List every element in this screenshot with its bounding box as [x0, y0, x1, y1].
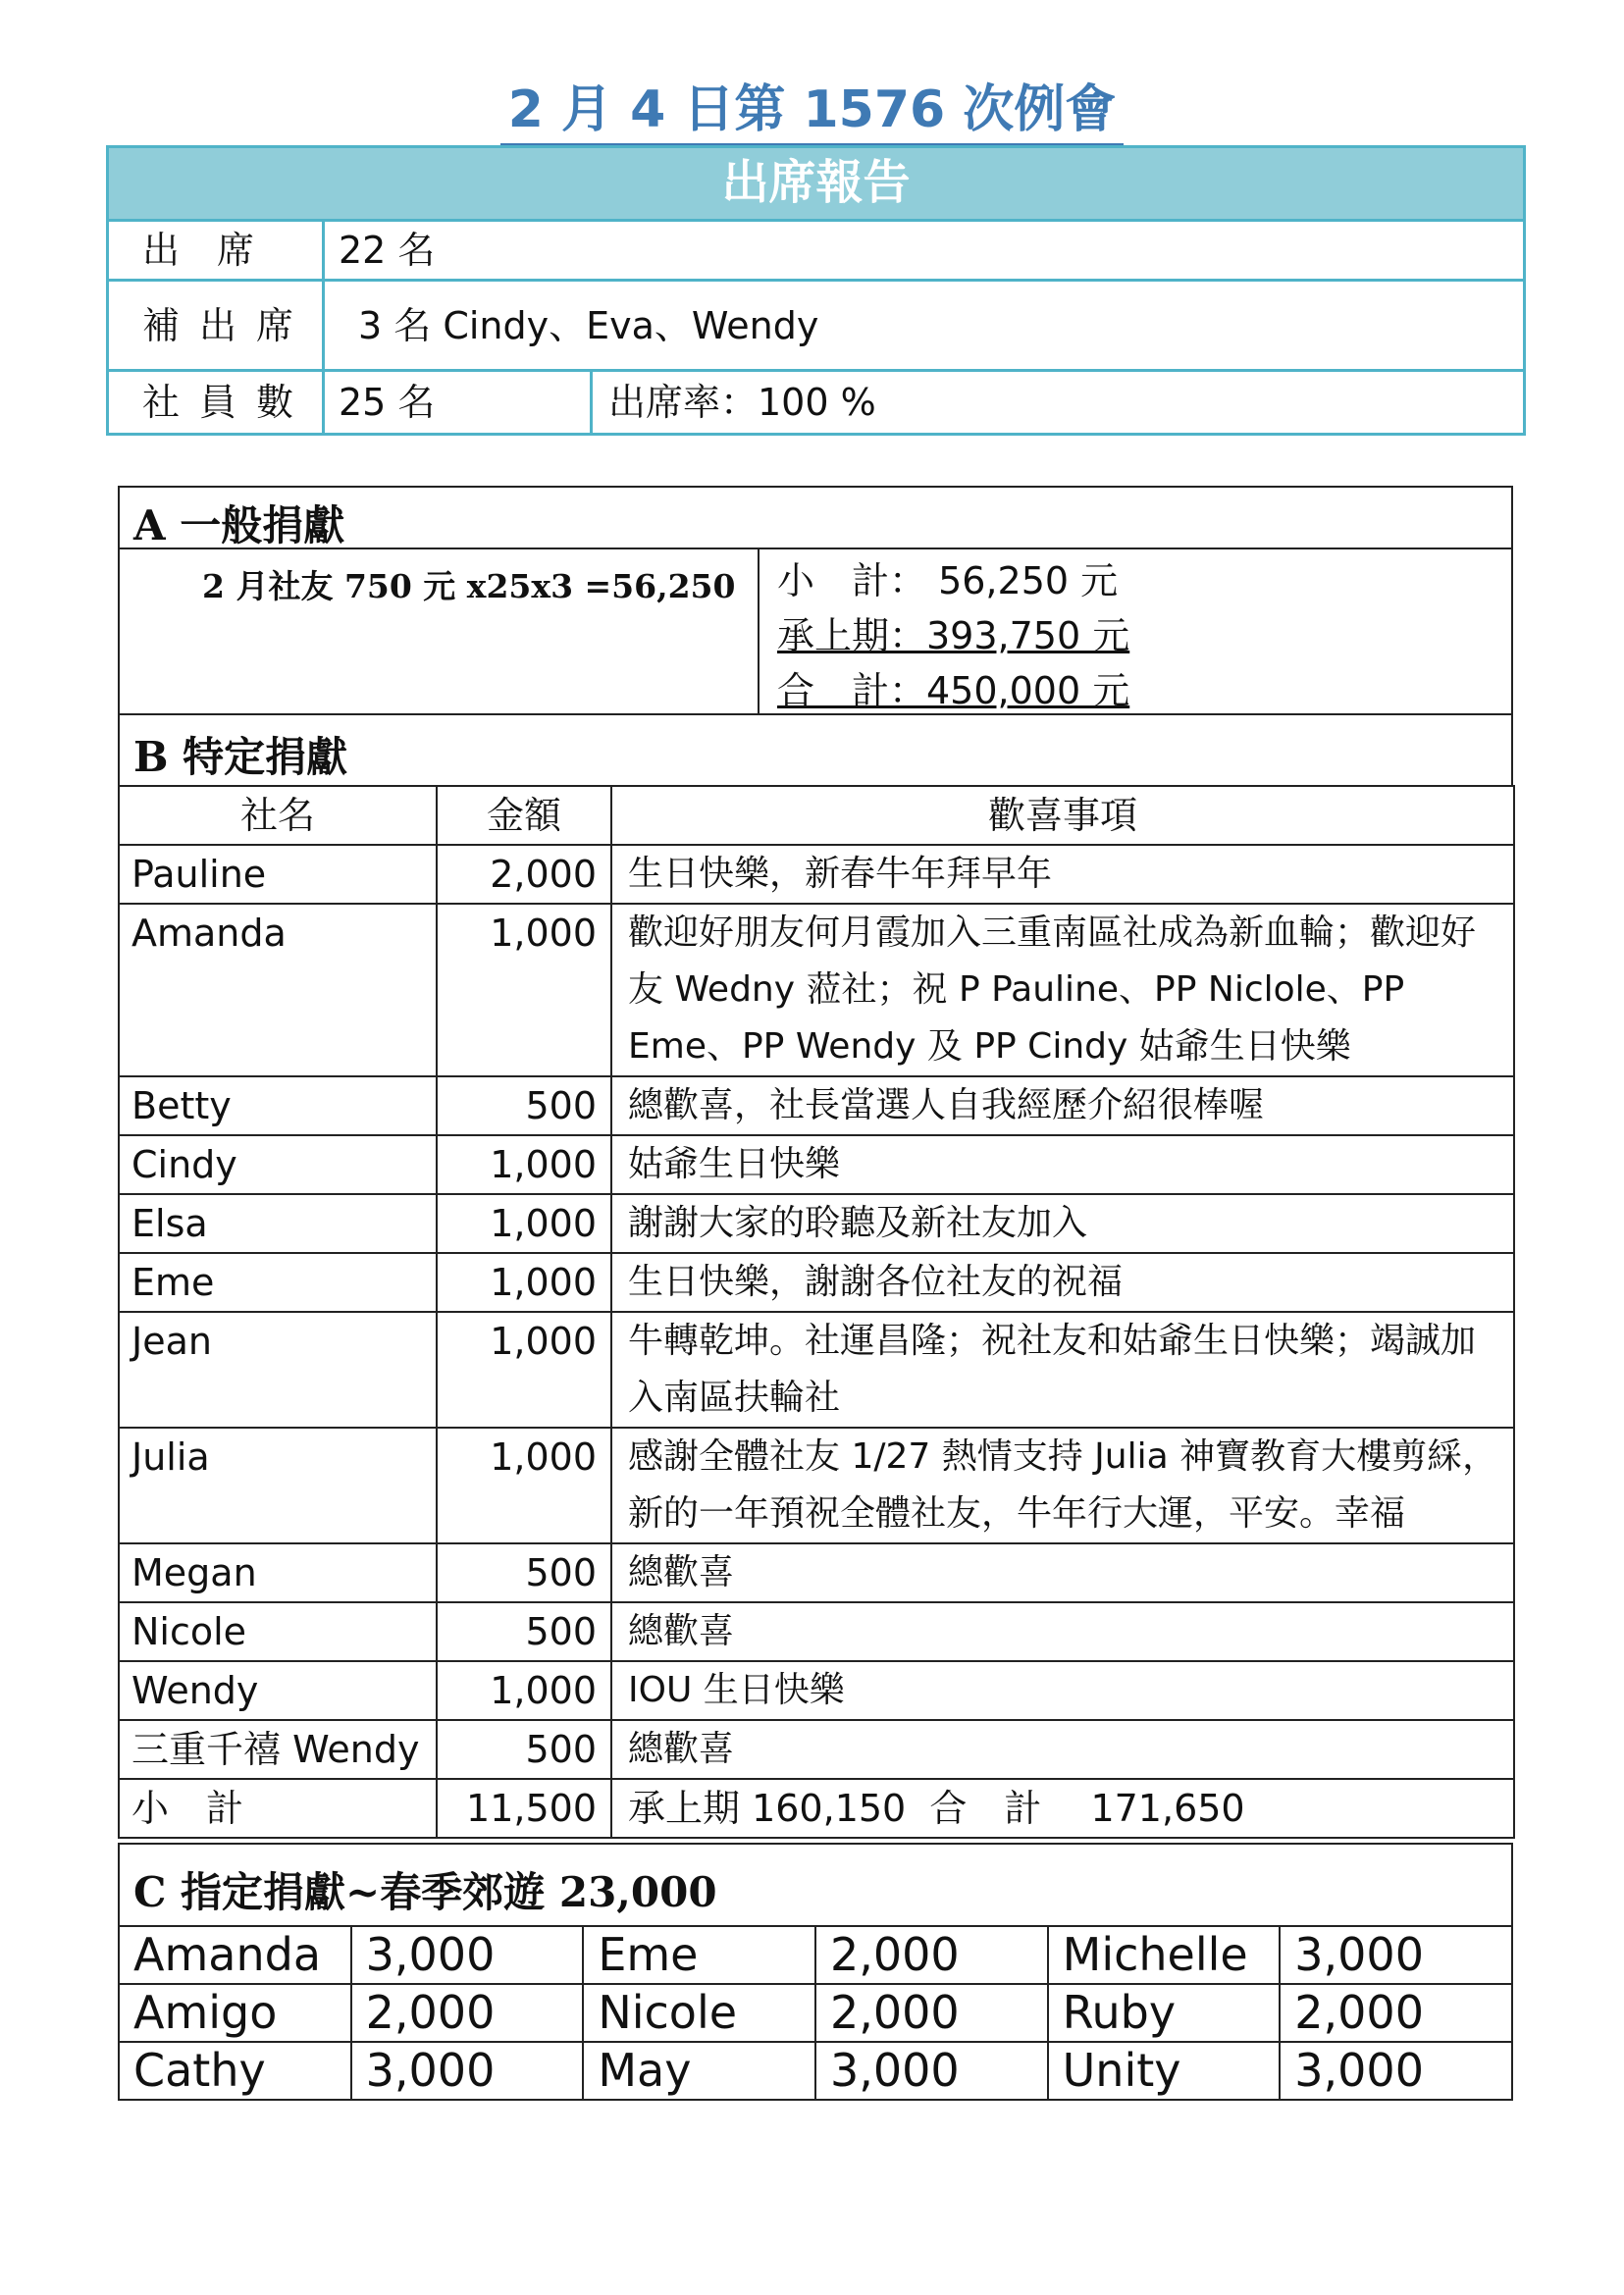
table-row — [119, 845, 1514, 904]
section-a-formula: 2 月社友 750 元 x25x3 =56,250 — [202, 567, 736, 605]
donation-amount: 2,000 — [815, 1926, 1048, 1984]
attendance-report — [106, 145, 1526, 436]
donation-note: 生日快樂，謝謝各位社友的祝福 — [611, 1253, 1514, 1312]
table-row — [119, 904, 1514, 1076]
table-row — [119, 1253, 1514, 1312]
donation-note: 歡迎好朋友何月霞加入三重南區社成為新血輪；歡迎好友 Wedny 蒞社；祝 P Pauline、PP Niclole、PP Eme、PP Wendy 及 PP Cindy 姑爺生日快樂 — [611, 904, 1514, 1076]
donation-amount: 3,000 — [351, 1926, 584, 1984]
page-title-text: 2 月 4 日第 1576 次例會 — [500, 78, 1125, 146]
table-row — [119, 1135, 1514, 1194]
table-row — [119, 2042, 1512, 2100]
attendance-header: 出席報告 — [109, 148, 1523, 222]
donation-amount: 1,000 — [437, 1135, 611, 1194]
makeup-label: 補出席 — [109, 282, 325, 369]
member-name: Amigo — [119, 1984, 351, 2042]
members-label: 社員數 — [109, 372, 325, 433]
donation-amount: 2,000 — [815, 1984, 1048, 2042]
subtotal-label: 小 計 — [119, 1779, 437, 1838]
donation-note: 總歡喜 — [611, 1602, 1514, 1661]
table-row — [119, 1926, 1512, 1984]
donation-amount: 3,000 — [351, 2042, 584, 2100]
attendance-present-row — [109, 222, 1523, 282]
present-label: 出 席 — [109, 222, 325, 279]
donation-amount: 2,000 — [351, 1984, 584, 2042]
donation-amount: 1,000 — [437, 904, 611, 1076]
donation-amount: 2,000 — [1280, 1984, 1512, 2042]
special-donations-table — [118, 785, 1515, 1839]
donation-amount: 500 — [437, 1543, 611, 1602]
donation-amount: 3,000 — [815, 2042, 1048, 2100]
donation-amount: 500 — [437, 1720, 611, 1779]
donation-amount: 500 — [437, 1076, 611, 1135]
section-a-title-box — [118, 486, 1513, 549]
member-name: Ruby — [1048, 1984, 1281, 2042]
donation-note: 姑爺生日快樂 — [611, 1135, 1514, 1194]
donation-amount: 3,000 — [1280, 1926, 1512, 1984]
member-name: Betty — [119, 1076, 437, 1135]
table-row — [119, 1661, 1514, 1720]
section-a-subtotal: 小 計： 56,250 元 — [777, 559, 1119, 602]
attendance-rate: 出席率：100 % — [590, 372, 876, 433]
section-b-title-box — [118, 713, 1513, 787]
donation-note: 生日快樂，新春牛年拜早年 — [611, 845, 1514, 904]
section-a-totals — [777, 553, 1129, 718]
donation-amount: 1,000 — [437, 1194, 611, 1253]
donation-note: 牛轉乾坤。社運昌隆；祝社友和姑爺生日快樂；竭誠加入南區扶輪社 — [611, 1312, 1514, 1428]
member-name: Megan — [119, 1543, 437, 1602]
donation-note: IOU 生日快樂 — [611, 1661, 1514, 1720]
member-name: Amanda — [119, 904, 437, 1076]
table-row — [119, 1428, 1514, 1543]
donation-amount: 2,000 — [437, 845, 611, 904]
member-name: Unity — [1048, 2042, 1281, 2100]
page-title — [0, 78, 1624, 146]
makeup-value: 3 名 Cindy、Eva、Wendy — [358, 304, 819, 347]
member-name: Jean — [119, 1312, 437, 1428]
section-a-title: A 一般捐獻 — [133, 501, 345, 549]
column-header-name: 社名 — [119, 786, 437, 845]
column-header-note: 歡喜事項 — [611, 786, 1514, 845]
members-value: 25 名 — [339, 381, 436, 424]
donation-amount: 1,000 — [437, 1661, 611, 1720]
donation-amount: 1,000 — [437, 1428, 611, 1543]
section-c-title: C 指定捐獻~春季郊遊 23,000 — [133, 1868, 717, 1916]
member-name: Nicole — [119, 1602, 437, 1661]
donation-note: 總歡喜，社長當選人自我經歷介紹很棒喔 — [611, 1076, 1514, 1135]
donation-note: 謝謝大家的聆聽及新社友加入 — [611, 1194, 1514, 1253]
attendance-makeup-row — [109, 282, 1523, 372]
donation-amount: 500 — [437, 1602, 611, 1661]
member-name: 三重千禧 Wendy — [119, 1720, 437, 1779]
donation-amount: 1,000 — [437, 1312, 611, 1428]
table-row — [119, 1720, 1514, 1779]
section-a-totals-box — [758, 548, 1513, 715]
donation-amount: 1,000 — [437, 1253, 611, 1312]
member-name: Cathy — [119, 2042, 351, 2100]
section-b-title: B 特定捐獻 — [133, 733, 348, 781]
table-header-row — [119, 786, 1514, 845]
donation-note: 感謝全體社友 1/27 熱情支持 Julia 神寶教育大樓剪綵，新的一年預祝全體社友，牛年行大運，平安。幸福 — [611, 1428, 1514, 1543]
donation-amount: 3,000 — [1280, 2042, 1512, 2100]
member-name: Cindy — [119, 1135, 437, 1194]
table-row — [119, 1076, 1514, 1135]
table-row — [119, 1602, 1514, 1661]
subtotal-row — [119, 1779, 1514, 1838]
member-name: Elsa — [119, 1194, 437, 1253]
section-a-total: 合 計：450,000 元 — [777, 669, 1130, 712]
subtotal-note: 承上期 160,150 合 計 171,650 — [611, 1779, 1514, 1838]
table-row — [119, 1543, 1514, 1602]
section-c-title-box — [118, 1843, 1513, 1927]
donation-note: 總歡喜 — [611, 1543, 1514, 1602]
present-value: 22 名 — [339, 229, 436, 272]
member-name: Michelle — [1048, 1926, 1281, 1984]
member-name: Wendy — [119, 1661, 437, 1720]
member-name: Amanda — [119, 1926, 351, 1984]
attendance-members-row — [109, 372, 1523, 433]
donation-note: 總歡喜 — [611, 1720, 1514, 1779]
member-name: May — [583, 2042, 815, 2100]
section-a-carried: 承上期：393,750 元 — [777, 614, 1130, 657]
member-name: Nicole — [583, 1984, 815, 2042]
section-a-formula-box — [118, 548, 760, 715]
member-name: Eme — [119, 1253, 437, 1312]
table-row — [119, 1312, 1514, 1428]
designated-donations-table — [118, 1925, 1513, 2101]
subtotal-amount: 11,500 — [437, 1779, 611, 1838]
member-name: Julia — [119, 1428, 437, 1543]
member-name: Pauline — [119, 845, 437, 904]
column-header-amount: 金額 — [437, 786, 611, 845]
table-row — [119, 1194, 1514, 1253]
table-row — [119, 1984, 1512, 2042]
member-name: Eme — [583, 1926, 815, 1984]
